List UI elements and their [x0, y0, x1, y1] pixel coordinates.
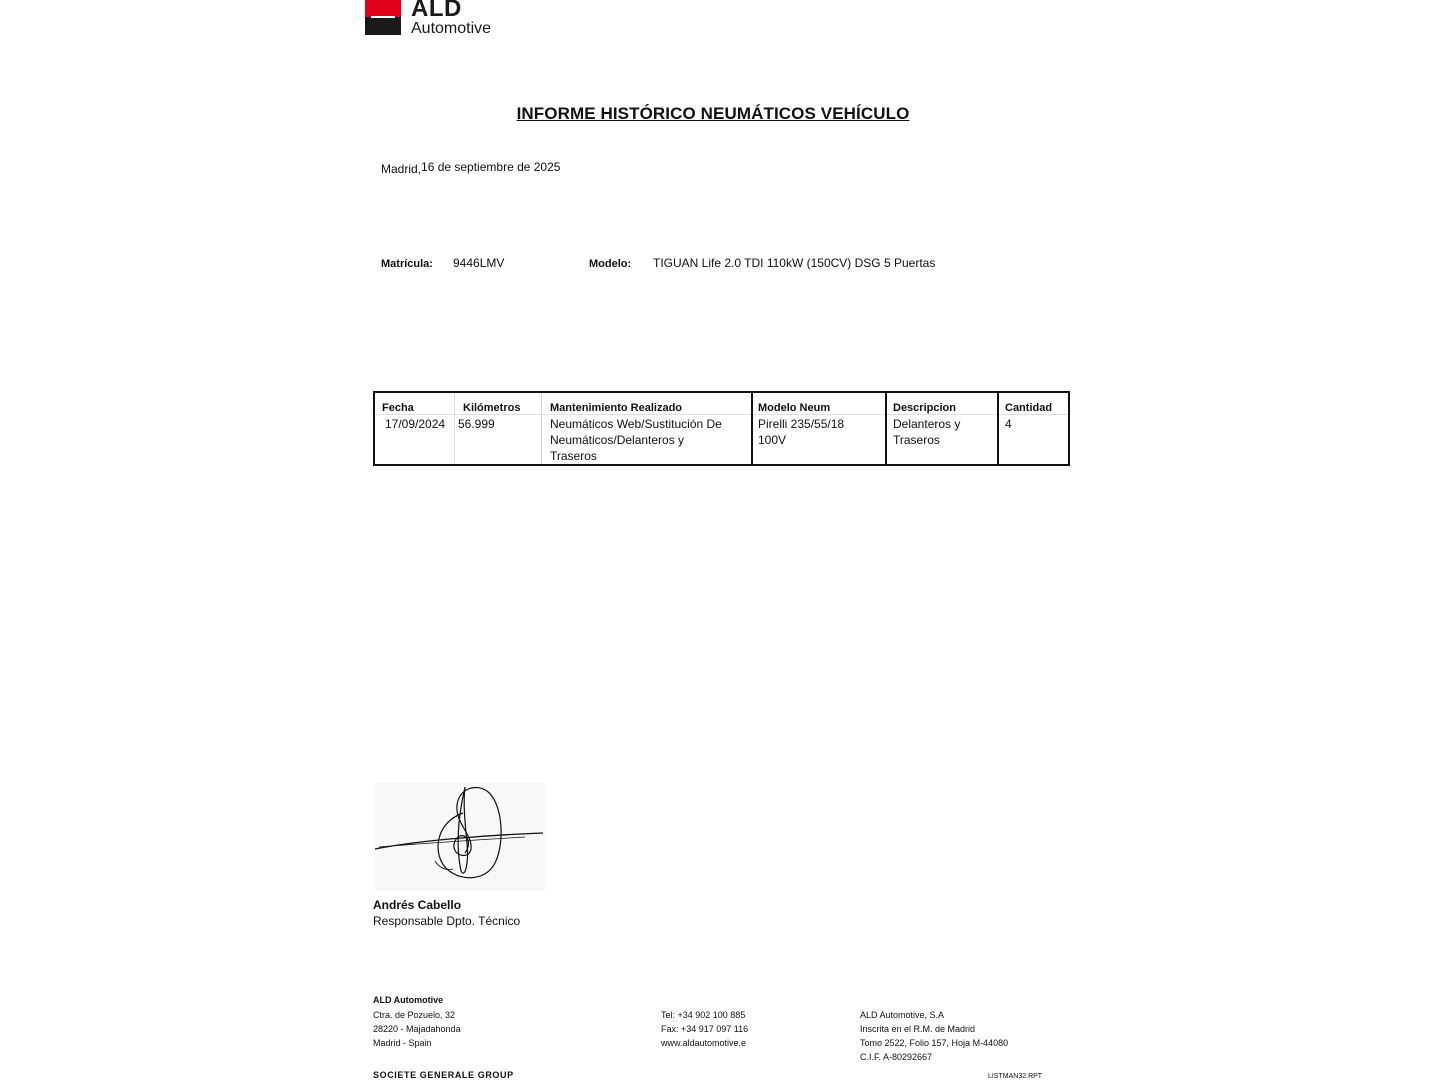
report-date: 16 de septiembre de 2025 [421, 160, 561, 174]
header-modelo-neum: Modelo Neum [758, 402, 831, 414]
header-cantidad: Cantidad [1005, 402, 1053, 414]
cell-mantenimiento-line: Neumáticos/Delanteros y [550, 433, 685, 447]
cell-kilometros: 56.999 [458, 417, 495, 431]
header-mantenimiento: Mantenimiento Realizado [550, 402, 683, 414]
header-descripcion: Descripcion [893, 402, 956, 414]
column-kilometros [454, 393, 542, 464]
column-cantidad [997, 393, 1068, 464]
footer-tel: Tel: +34 902 100 885 [661, 1010, 746, 1020]
tire-history-table [373, 391, 1070, 466]
footer-address-line: Madrid - Spain [373, 1038, 432, 1048]
signature-scribble-icon [375, 783, 545, 891]
logo-brand: ALD [411, 0, 462, 22]
footer-legal-line: Inscrita en el R.M. de Madrid [860, 1024, 976, 1034]
column-descripcion [885, 393, 997, 464]
signature-image [375, 783, 545, 891]
header-fecha: Fecha [382, 402, 414, 414]
cell-mantenimiento [550, 416, 722, 464]
footer-legal-line: ALD Automotive, S.A [860, 1010, 945, 1020]
footer-fax: Fax: +34 917 097 116 [661, 1024, 749, 1034]
column-mantenimiento [541, 393, 752, 464]
logo-subtitle: Automotive [411, 20, 492, 37]
footer-address-line: Ctra. de Pozuelo, 32 [373, 1010, 456, 1020]
plate-value: 9446LMV [453, 256, 505, 270]
cell-descripcion-line: Traseros [893, 433, 940, 447]
report-city: Madrid, [381, 162, 422, 176]
signatory-name: Andrés Cabello [373, 898, 462, 912]
footer-legal-line: C.I.F. A-80292667 [860, 1052, 933, 1062]
footer-group-name: SOCIETE GENERALE GROUP [373, 1070, 514, 1080]
report-title: INFORME HISTÓRICO NEUMÁTICOS VEHÍCULO [516, 104, 910, 123]
cell-modelo-neum-line: 100V [758, 433, 787, 447]
column-modelo-neum [751, 393, 885, 464]
footer-report-code: LISTMAN32.RPT [988, 1073, 1043, 1080]
footer-company: ALD Automotive [373, 995, 444, 1005]
cell-modelo-neum-line: Pirelli 235/55/18 [758, 417, 845, 431]
model-value: TIGUAN Life 2.0 TDI 110kW (150CV) DSG 5 Puertas [653, 256, 936, 270]
cell-fecha: 17/09/2024 [385, 417, 446, 431]
footer-legal-line: Tomo 2522, Folio 157, Hoja M-44080 [860, 1038, 1009, 1048]
report-date-line [381, 160, 560, 174]
signatory-role: Responsable Dpto. Técnico [373, 914, 521, 928]
column-fecha [375, 393, 454, 464]
cell-modelo-neum [758, 416, 844, 448]
cell-cantidad: 4 [1005, 417, 1012, 431]
footer-address-line: 28220 - Majadahonda [373, 1024, 461, 1034]
footer-legal-block [860, 1008, 1008, 1064]
header-kilometros: Kilómetros [463, 402, 521, 414]
ald-automotive-logo [365, 0, 515, 40]
cell-mantenimiento-line: Traseros [550, 449, 597, 463]
footer-address-block [373, 993, 461, 1050]
model-label: Modelo: [589, 258, 632, 270]
plate-label: Matrícula: [381, 258, 433, 270]
footer-web: www.aldautomotive.e [661, 1038, 747, 1048]
logo-mark-icon [365, 0, 401, 35]
cell-mantenimiento-line: Neumáticos Web/Sustitución De [550, 417, 722, 431]
cell-descripcion [893, 416, 960, 448]
cell-descripcion-line: Delanteros y [893, 417, 961, 431]
footer-contact-block [661, 1008, 748, 1050]
